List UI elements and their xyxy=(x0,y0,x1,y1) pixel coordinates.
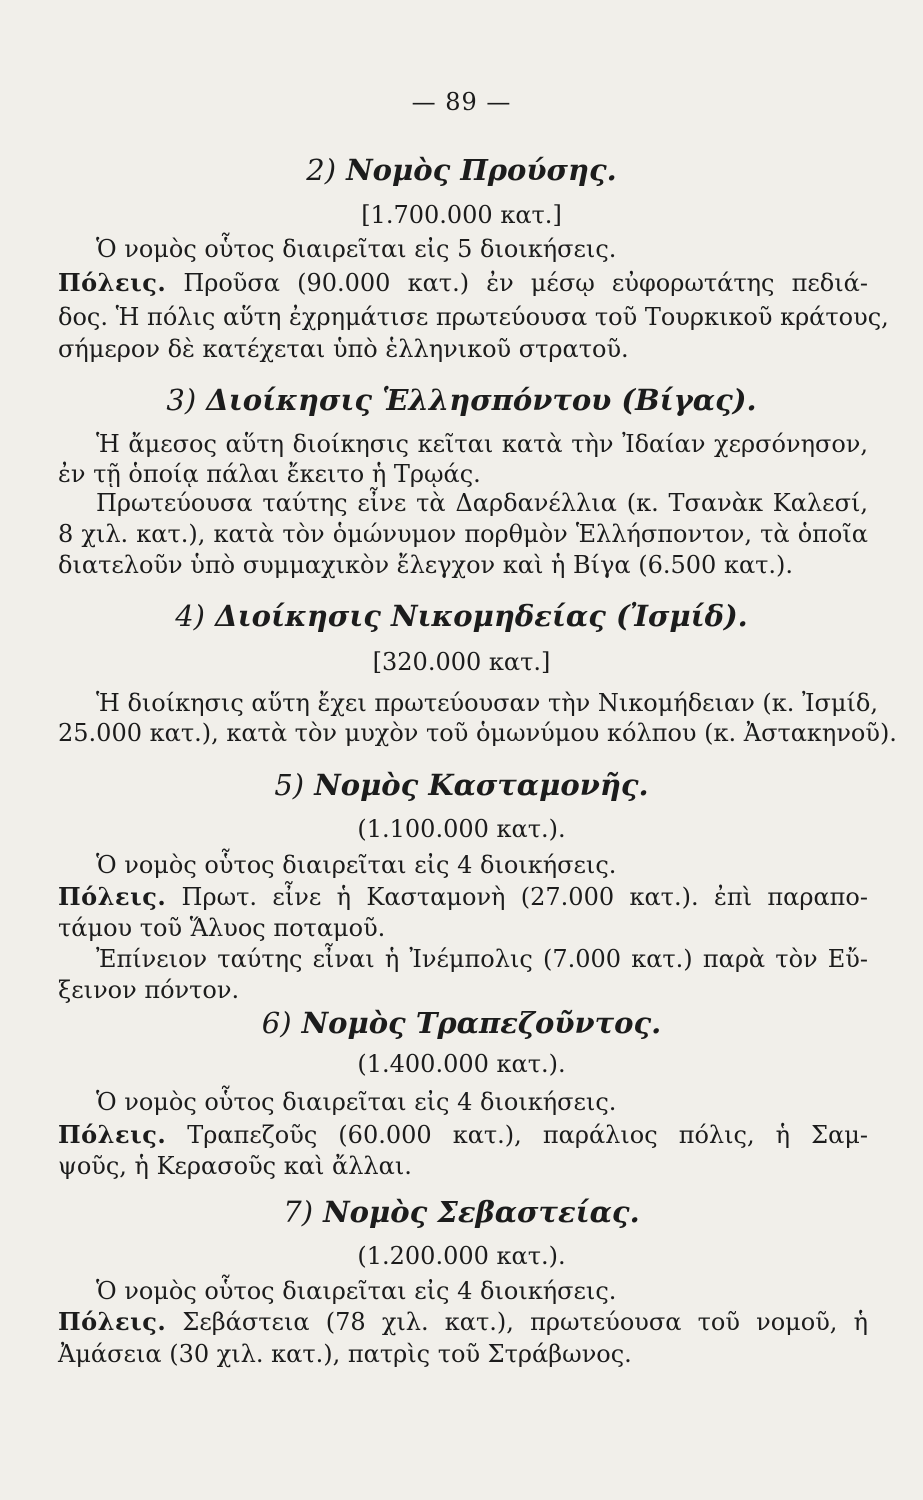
text-line: Ὁ νομὸς οὗτος διαιρεῖται εἰς 4 διοικήσεις. xyxy=(96,851,617,879)
text-line: διατελοῦν ὑπὸ συμμαχικὸν ἔλεγχον καὶ ἡ Βίγα (6.500 κατ.). xyxy=(58,551,794,579)
text-line: Πόλεις. Πρωτ. εἶνε ἡ Κασταμονὴ (27.000 κατ.). ἐπὶ παραπο- xyxy=(58,882,868,911)
lead-word: Πόλεις. xyxy=(58,268,167,297)
text-line: Ἐπίνειον ταύτης εἶναι ἡ Ἰνέμπολις (7.000 κατ.) παρὰ τὸν Εὔ- xyxy=(96,945,868,973)
population-note: [320.000 κατ.] xyxy=(372,648,551,676)
lead-word: Πόλεις. xyxy=(58,1307,167,1336)
section-heading xyxy=(0,770,923,800)
heading-title: Νομὸς Τραπεζοῦντος. xyxy=(301,1006,662,1040)
text-line: 25.000 κατ.), κατὰ τὸν μυχὸν τοῦ ὁμωνύμου κόλπου (κ. Ἀστακηνοῦ). xyxy=(58,719,897,747)
text-line: Ἡ διοίκησις αὕτη ἔχει πρωτεύουσαν τὴν Νικομήδειαν (κ. Ἰσμίδ, xyxy=(96,689,879,717)
section-heading xyxy=(0,1008,923,1038)
section-heading xyxy=(0,155,923,185)
heading-number: 7) xyxy=(283,1195,314,1229)
population-note: (1.200.000 κατ.). xyxy=(357,1242,566,1270)
population-note: (1.400.000 κατ.). xyxy=(357,1050,566,1078)
population-note: (1.100.000 κατ.). xyxy=(357,815,566,843)
heading-title: Νομὸς Κασταμονῆς. xyxy=(314,768,649,802)
text-line: Πόλεις. Σεβάστεια (78 χιλ. κατ.), πρωτεύουσα τοῦ νομοῦ, ἡ xyxy=(58,1307,868,1336)
heading-number: 6) xyxy=(261,1006,292,1040)
heading-title: Νομὸς Προύσης. xyxy=(346,153,617,187)
heading-title: Νομὸς Σεβαστείας. xyxy=(323,1195,640,1229)
heading-number: 4) xyxy=(175,599,205,633)
lead-word: Πόλεις. xyxy=(58,1120,167,1149)
text-line: Ὁ νομὸς οὗτος διαιρεῖται εἰς 4 διοικήσεις. xyxy=(96,1088,617,1116)
text-line: Ἡ ἄμεσος αὕτη διοίκησις κεῖται κατὰ τὴν Ἰδαίαν χερσόνησον, xyxy=(96,430,868,458)
heading-number: 2) xyxy=(306,153,337,187)
heading-number: 5) xyxy=(274,768,305,802)
page-number: — 89 — xyxy=(411,88,512,116)
text-line: ἐν τῇ ὁποίᾳ πάλαι ἔκειτο ἡ Τρῳάς. xyxy=(58,460,481,488)
section-heading xyxy=(0,1197,923,1227)
text-line: δος. Ἡ πόλις αὕτη ἐχρημάτισε πρωτεύουσα τοῦ Τουρκικοῦ κράτους, xyxy=(58,303,889,331)
text-line: Πόλεις. Τραπεζοῦς (60.000 κατ.), παράλιος πόλις, ἡ Σαμ- xyxy=(58,1120,868,1149)
text-line: ψοῦς, ἡ Κερασοῦς καὶ ἄλλαι. xyxy=(58,1152,412,1180)
text-line: Πρωτεύουσα ταύτης εἶνε τὰ Δαρδανέλλια (κ. Τσανὰκ Καλεσί, xyxy=(96,489,868,517)
text-line: Ἀμάσεια (30 χιλ. κατ.), πατρὶς τοῦ Στράβωνος. xyxy=(58,1340,632,1368)
section-heading xyxy=(0,601,923,631)
text-line: ξεινον πόντον. xyxy=(58,976,240,1004)
heading-number: 3) xyxy=(166,383,197,417)
text-line: 8 χιλ. κατ.), κατὰ τὸν ὁμώνυμον πορθμὸν Ἑλλήσποντον, τὰ ὁποῖα xyxy=(58,520,868,548)
text-line: Ὁ νομὸς οὗτος διαιρεῖται εἰς 5 διοικήσεις. xyxy=(96,235,617,263)
text-line: σήμερον δὲ κατέχεται ὑπὸ ἑλληνικοῦ στρατοῦ. xyxy=(58,335,629,363)
lead-word: Πόλεις. xyxy=(58,882,167,911)
text-line: Πόλεις. Προῦσα (90.000 κατ.) ἐν μέσῳ εὐφορωτάτης πεδιά- xyxy=(58,268,868,297)
population-note: [1.700.000 κατ.] xyxy=(361,201,562,229)
heading-title: Διοίκησις Νικομηδείας (Ἰσμίδ). xyxy=(215,599,748,633)
heading-title: Διοίκησις Ἑλλησπόντου (Βίγας). xyxy=(206,383,757,417)
section-heading xyxy=(0,385,923,415)
text-line: Ὁ νομὸς οὗτος διαιρεῖται εἰς 4 διοικήσεις. xyxy=(96,1277,617,1305)
text-line: τάμου τοῦ Ἅλυος ποταμοῦ. xyxy=(58,914,386,942)
